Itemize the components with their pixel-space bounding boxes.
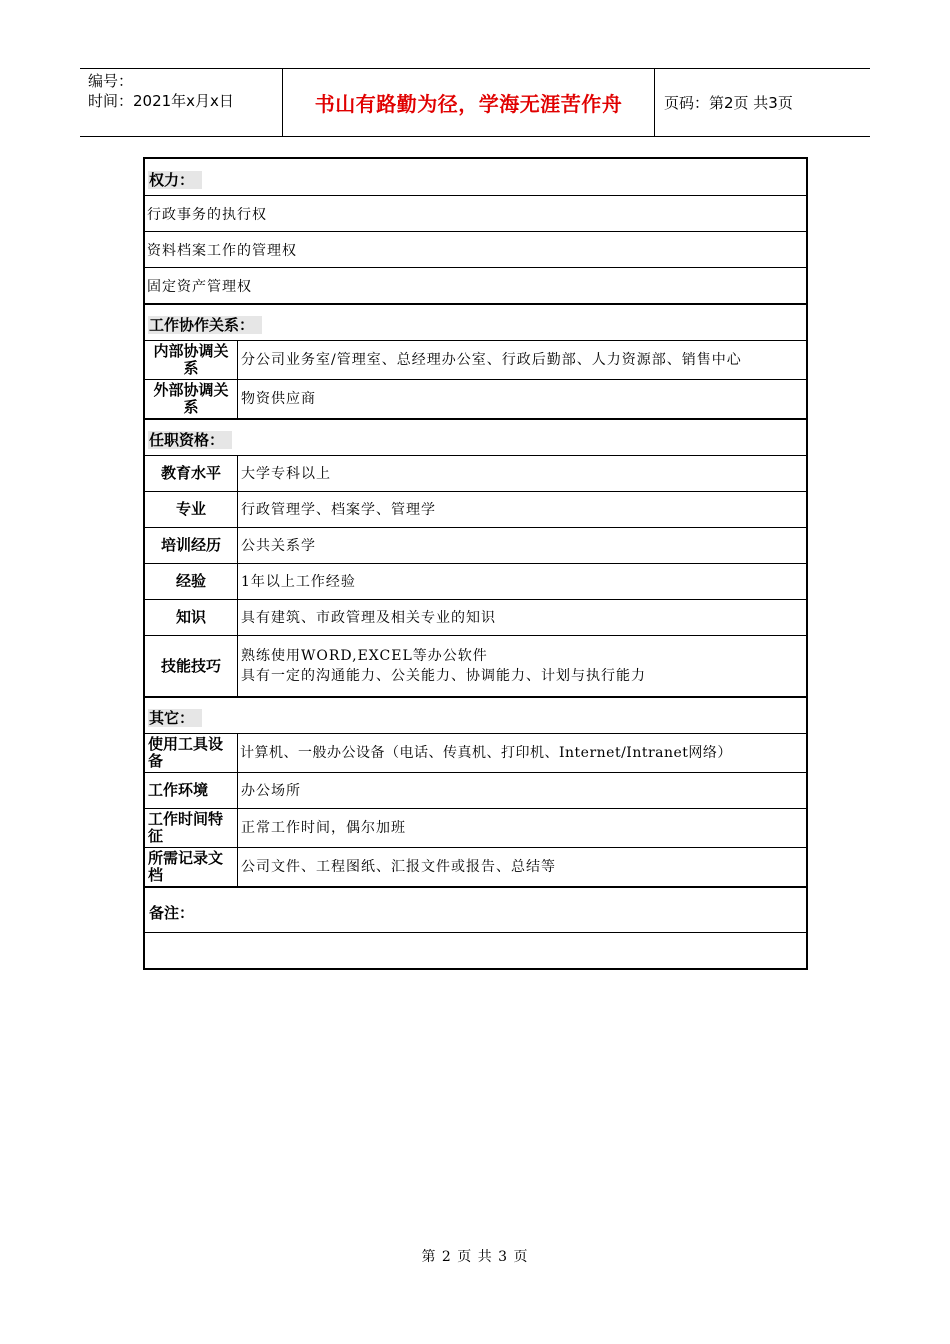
row-value: 公共关系学 (241, 537, 316, 554)
row-label: 培训经历 (145, 528, 238, 563)
power-row (145, 196, 806, 232)
other-row (145, 734, 806, 773)
qualification-row (145, 600, 806, 636)
section-header-notes (145, 888, 806, 933)
row-value: 公司文件、工程图纸、汇报文件或报告、总结等 (241, 859, 556, 875)
section-header-power (145, 159, 806, 196)
section-header-cooperation (145, 305, 806, 341)
row-label: 经验 (145, 564, 238, 599)
power-row (145, 268, 806, 305)
row-value: 具有建筑、市政管理及相关专业的知识 (241, 609, 496, 626)
header-divider (654, 69, 655, 136)
row-label: 专业 (145, 492, 238, 527)
job-description-table (143, 157, 808, 970)
row-value: 分公司业务室/管理室、总经理办公室、行政后勤部、人力资源部、销售中心 (241, 352, 742, 368)
skills-line: 具有一定的沟通能力、公关能力、协调能力、计划与执行能力 (241, 668, 646, 684)
header-meta (88, 71, 283, 134)
row-label: 使用工具设备 (145, 734, 238, 772)
skills-line: 熟练使用WORD,EXCEL等办公软件 (241, 648, 488, 664)
row-label: 教育水平 (145, 456, 238, 491)
power-item: 行政事务的执行权 (147, 206, 267, 223)
section-title: 权力： (148, 171, 202, 189)
qualification-row (145, 528, 806, 564)
section-title: 任职资格： (148, 431, 232, 449)
time-label: 时间：2021年x月x日 (88, 92, 234, 110)
header-page-info: 页码：第2页 共3页 (664, 94, 793, 112)
page-header (80, 68, 870, 137)
cooperation-row (145, 380, 806, 420)
row-label: 技能技巧 (145, 636, 238, 696)
row-label: 知识 (145, 600, 238, 635)
power-item: 固定资产管理权 (147, 278, 252, 295)
notes-row (145, 933, 806, 964)
row-value: 办公场所 (241, 782, 301, 799)
qualification-row (145, 636, 806, 698)
other-row (145, 809, 806, 848)
row-value: 物资供应商 (241, 391, 316, 407)
number-label: 编号： (88, 72, 134, 90)
row-label: 外部协调关系 (145, 380, 238, 418)
qualification-row (145, 456, 806, 492)
header-motto: 书山有路勤为径，学海无涯苦作舟 (314, 92, 623, 116)
row-label: 工作环境 (145, 773, 238, 808)
row-value: 行政管理学、档案学、管理学 (241, 501, 436, 518)
page-footer: 第 2 页 共 3 页 (421, 1249, 529, 1265)
row-label: 内部协调关系 (145, 341, 238, 379)
other-row (145, 773, 806, 809)
row-label: 工作时间特征 (145, 809, 238, 847)
qualification-row (145, 564, 806, 600)
row-label: 所需记录文档 (145, 848, 238, 886)
section-title: 工作协作关系： (148, 316, 262, 334)
row-value (241, 636, 802, 696)
row-value: 大学专科以上 (241, 465, 331, 482)
section-title: 其它： (148, 709, 202, 727)
section-title: 备注： (149, 904, 195, 922)
section-header-qualification (145, 420, 806, 456)
power-item: 资料档案工作的管理权 (147, 242, 297, 259)
cooperation-row (145, 341, 806, 380)
section-header-other (145, 698, 806, 734)
other-row (145, 848, 806, 888)
row-value: 正常工作时间，偶尔加班 (241, 820, 406, 836)
qualification-row (145, 492, 806, 528)
row-value: 计算机、一般办公设备（电话、传真机、打印机、Internet/Intranet网络） (240, 745, 732, 761)
row-value: 1年以上工作经验 (241, 573, 356, 590)
power-row (145, 232, 806, 268)
